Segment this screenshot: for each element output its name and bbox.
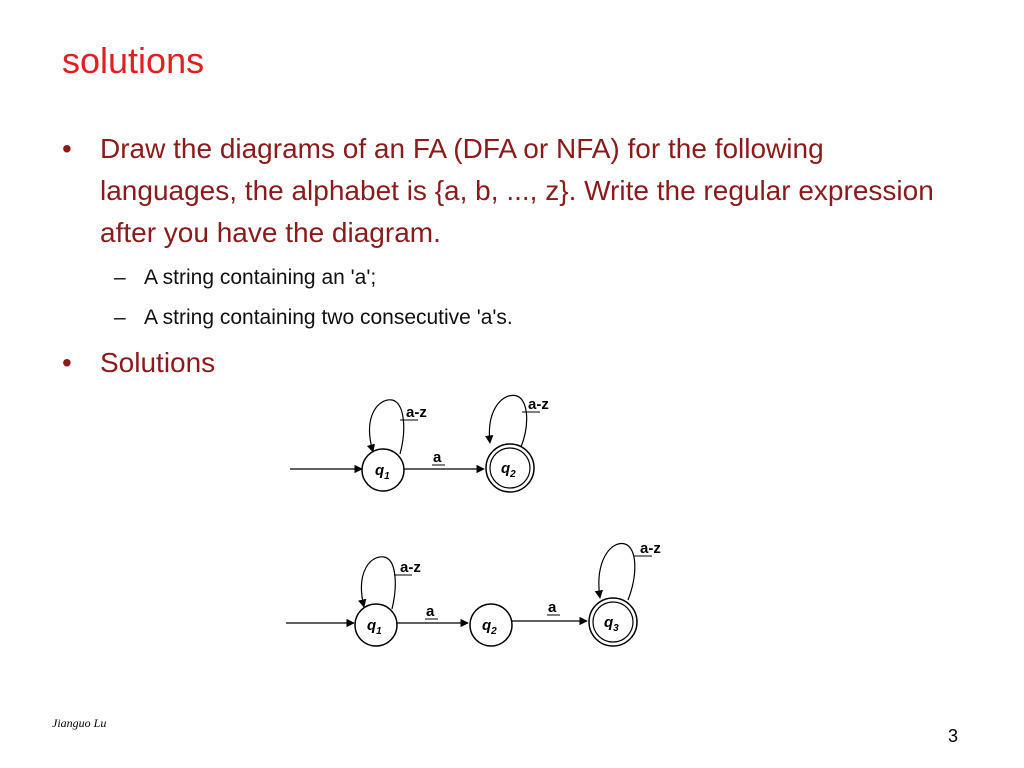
d1-loop-q1-label: a-z [406, 404, 427, 421]
bullet-dot-icon: • [62, 347, 72, 378]
d2-loop-q3-label: a-z [640, 540, 661, 557]
d2-state-q2-label: $q_2$ [482, 617, 497, 637]
dash-icon: – [114, 306, 126, 329]
bullet-dot-icon: • [62, 133, 72, 164]
sub-item-one-text: A string containing an 'a'; [144, 266, 377, 289]
d2-state-q1-label: $q_1$ [367, 617, 382, 637]
d2-edge-q2-q3-label: a [548, 599, 557, 616]
d2-loop-q1-label: a-z [400, 559, 421, 576]
d1-edge-q1-q2-label: a [433, 449, 442, 466]
d2-state-q3-label: $q_3$ [604, 614, 619, 634]
footer-author: Jianguo Lu [52, 716, 107, 730]
d1-loop-q2 [489, 395, 526, 447]
diagram-two [286, 540, 661, 646]
d2-loop-q1 [361, 557, 395, 609]
slide-title: solutions [62, 40, 205, 81]
task-text: Draw the diagrams of an FA (DFA or NFA) for the following languages, the alphabet is {a, b, ..., z}. Write the regular expression after you have the diagram. [100, 133, 934, 248]
diagram-one [290, 395, 549, 492]
d2-loop-q3 [599, 543, 635, 600]
d1-loop-q2-label: a-z [528, 396, 549, 413]
d1-loop-q1 [370, 400, 404, 454]
page-number: 3 [948, 726, 959, 746]
d2-edge-q1-q2-label: a [426, 603, 435, 620]
solutions-text: Solutions [100, 347, 216, 378]
dash-icon: – [114, 266, 126, 289]
d1-state-q1-label: $q_1$ [375, 462, 390, 482]
sub-item-two-text: A string containing two consecutive 'a's. [144, 306, 513, 329]
d1-state-q2-label: $q_2$ [501, 460, 516, 480]
